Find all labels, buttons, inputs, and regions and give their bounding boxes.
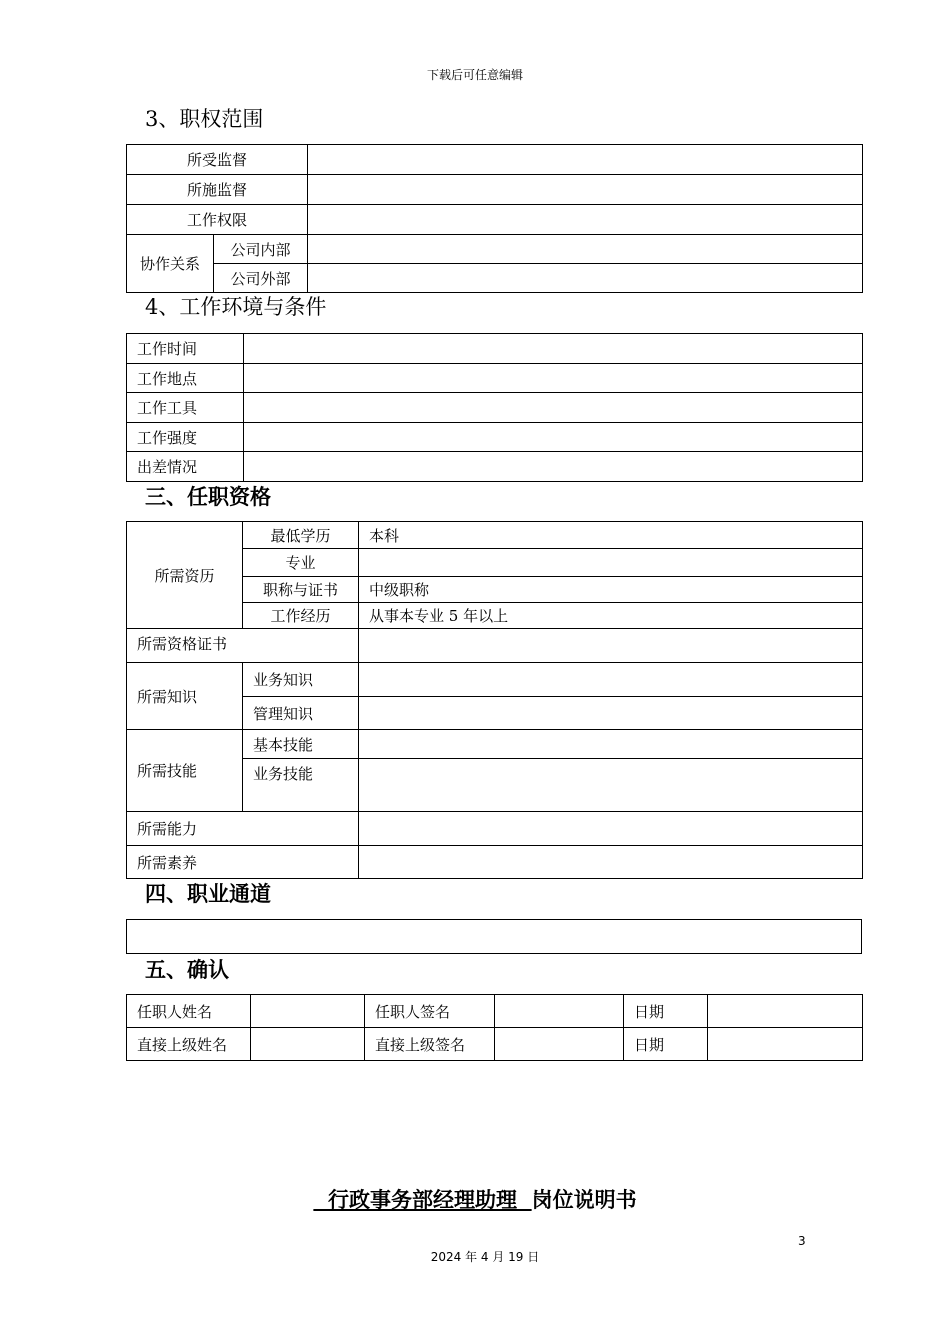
authority-value[interactable] <box>308 205 863 235</box>
basic-skills-value[interactable] <box>359 730 863 759</box>
authority-table <box>126 144 863 293</box>
title-cert-value[interactable]: 中级职称 <box>359 577 863 603</box>
major-label: 专业 <box>243 549 359 577</box>
qualities-value[interactable] <box>359 846 863 879</box>
skills-label: 所需技能 <box>127 730 243 812</box>
business-skills-label: 业务技能 <box>243 759 359 812</box>
internal-label: 公司内部 <box>214 235 308 264</box>
env-row-value[interactable] <box>244 393 863 423</box>
env-row-value[interactable] <box>244 423 863 452</box>
superior-name-label: 直接上级姓名 <box>127 1028 251 1061</box>
cooperation-label: 协作关系 <box>127 235 214 293</box>
major-value[interactable] <box>359 549 863 577</box>
career-path-value[interactable] <box>127 920 862 954</box>
header-note: 下载后可任意编辑 <box>426 68 523 82</box>
management-knowledge-label: 管理知识 <box>243 697 359 730</box>
knowledge-label: 所需知识 <box>127 663 243 730</box>
external-label: 公司外部 <box>214 264 308 293</box>
experience-label: 工作经历 <box>243 603 359 629</box>
env-row-label: 工作时间 <box>127 334 244 364</box>
min-education-label: 最低学历 <box>243 522 359 549</box>
superior-date-label: 日期 <box>624 1028 708 1061</box>
qualities-label: 所需素养 <box>127 846 359 879</box>
holder-sign-value[interactable] <box>495 995 624 1028</box>
holder-date-value[interactable] <box>708 995 863 1028</box>
min-education-value[interactable]: 本科 <box>359 522 863 549</box>
env-row-label: 工作地点 <box>127 364 244 393</box>
business-knowledge-value[interactable] <box>359 663 863 697</box>
env-row-value[interactable] <box>244 452 863 482</box>
env-row-value[interactable] <box>244 364 863 393</box>
supervised-by-label: 所受监督 <box>127 145 308 175</box>
experience-value[interactable]: 从事本专业 5 年以上 <box>359 603 863 629</box>
next-document-title <box>0 1184 950 1214</box>
section-san-heading: 三、任职资格 <box>145 485 271 509</box>
title-cert-label: 职称与证书 <box>243 577 359 603</box>
confirmation-table <box>126 994 863 1061</box>
title-suffix: 岗位说明书 <box>531 1188 637 1212</box>
certificates-value[interactable] <box>359 629 863 663</box>
environment-table <box>126 333 863 482</box>
authority-label: 工作权限 <box>127 205 308 235</box>
supervises-label: 所施监督 <box>127 175 308 205</box>
internal-value[interactable] <box>308 235 863 264</box>
superior-sign-value[interactable] <box>495 1028 624 1061</box>
supervises-value[interactable] <box>308 175 863 205</box>
env-row-label: 工作工具 <box>127 393 244 423</box>
abilities-label: 所需能力 <box>127 812 359 846</box>
external-value[interactable] <box>308 264 863 293</box>
qualification-label: 所需资历 <box>127 522 243 629</box>
holder-name-label: 任职人姓名 <box>127 995 251 1028</box>
holder-date-label: 日期 <box>624 995 708 1028</box>
supervised-by-value[interactable] <box>308 145 863 175</box>
holder-name-value[interactable] <box>251 995 365 1028</box>
business-knowledge-label: 业务知识 <box>243 663 359 697</box>
basic-skills-label: 基本技能 <box>243 730 359 759</box>
superior-name-value[interactable] <box>251 1028 365 1061</box>
env-row-label: 工作强度 <box>127 423 244 452</box>
holder-sign-label: 任职人签名 <box>365 995 495 1028</box>
env-row-value[interactable] <box>244 334 863 364</box>
page-number: 3 <box>798 1234 806 1248</box>
superior-sign-label: 直接上级签名 <box>365 1028 495 1061</box>
section-wu-heading: 五、确认 <box>145 958 229 982</box>
footer-date: 2024 年 4 月 19 日 <box>430 1250 540 1264</box>
business-skills-value[interactable] <box>359 759 863 812</box>
career-path-table <box>126 919 862 954</box>
section-si-heading: 四、职业通道 <box>145 882 271 906</box>
section-4-heading: 4、工作环境与条件 <box>145 295 327 319</box>
env-row-label: 出差情况 <box>127 452 244 482</box>
qualification-table <box>126 521 863 879</box>
position-name: 行政事务部经理助理 <box>313 1188 532 1212</box>
superior-date-value[interactable] <box>708 1028 863 1061</box>
management-knowledge-value[interactable] <box>359 697 863 730</box>
section-3-heading: 3、职权范围 <box>145 107 264 131</box>
certificates-label: 所需资格证书 <box>127 629 359 663</box>
abilities-value[interactable] <box>359 812 863 846</box>
